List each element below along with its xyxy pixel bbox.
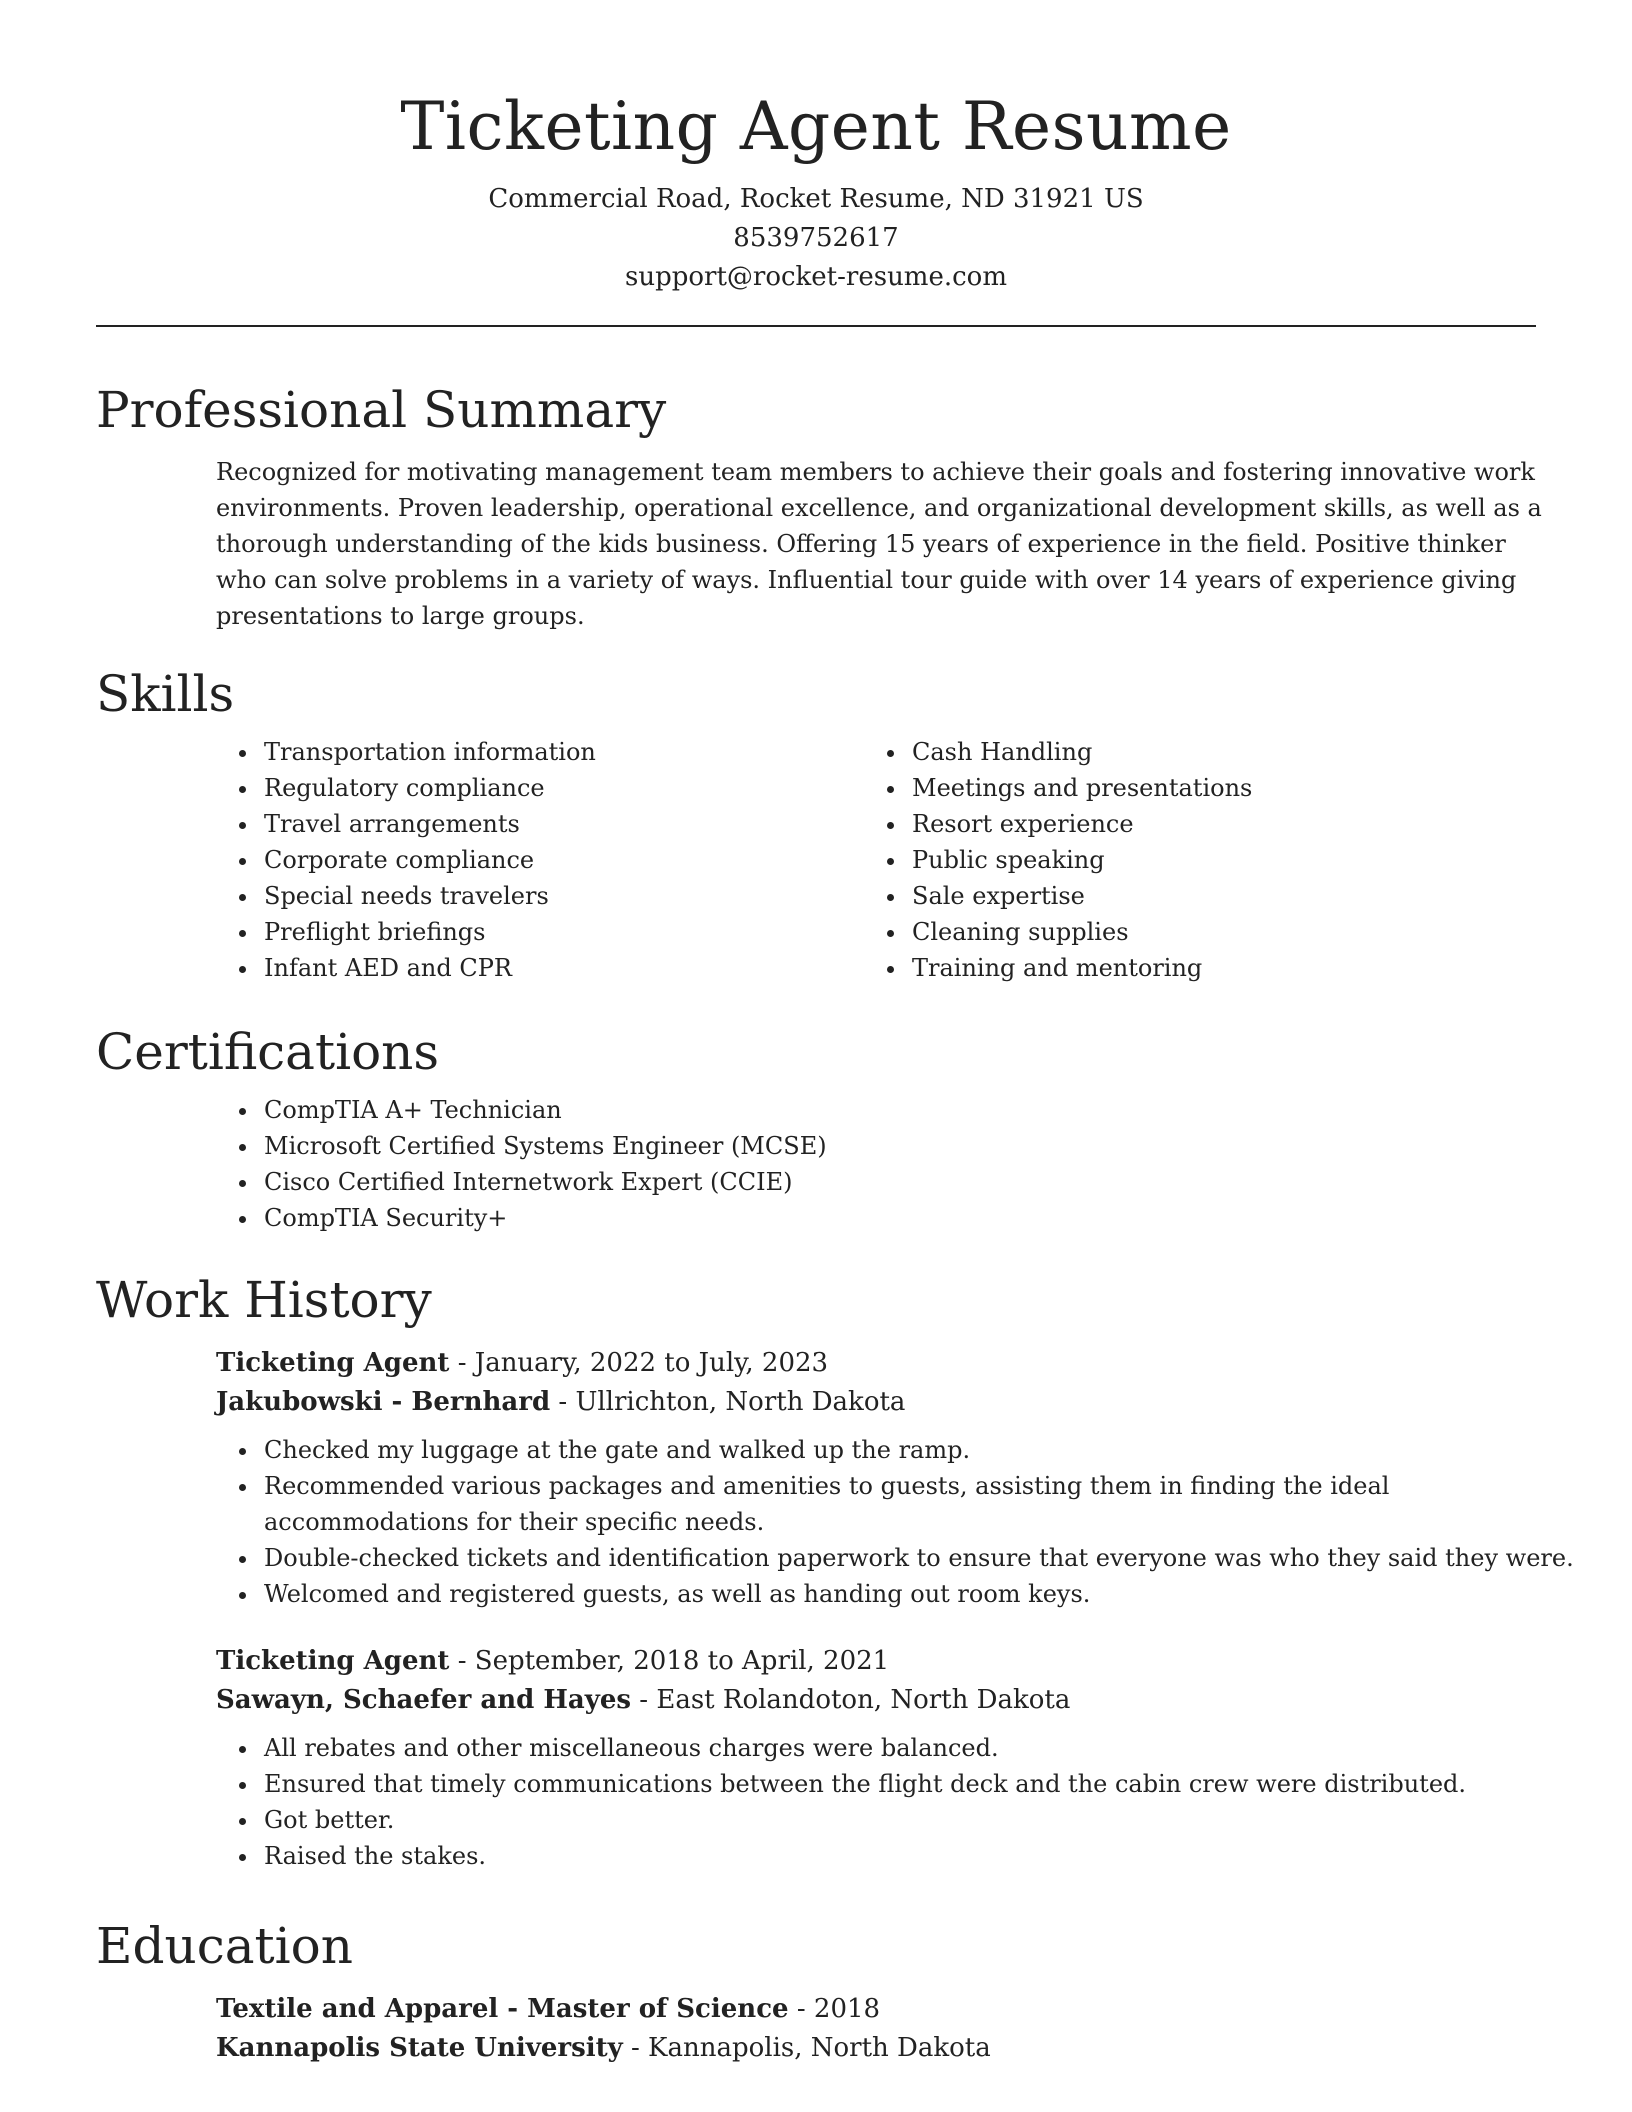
skill-item: • Special needs travelers bbox=[260, 878, 746, 914]
job-entry bbox=[96, 1344, 1574, 1612]
education-school: Kannapolis State University bbox=[216, 2033, 623, 2063]
job-company: Jakubowski - Bernhard bbox=[216, 1387, 551, 1417]
job-bullet: • Recommended various packages and amenities to guests, assisting them in finding the ideal accommodations for their specific needs. bbox=[260, 1468, 1484, 1540]
job-role: Ticketing Agent bbox=[216, 1646, 450, 1676]
education-entry bbox=[96, 1990, 1536, 2068]
education-section bbox=[96, 1914, 1536, 2068]
job-title-line bbox=[216, 1344, 1536, 1383]
job-bullet: • Raised the stakes. bbox=[260, 1838, 1536, 1874]
skills-grid bbox=[96, 734, 1536, 986]
job-role: Ticketing Agent bbox=[216, 1348, 450, 1378]
resume-header bbox=[96, 0, 1536, 327]
contact-address: Commercial Road, Rocket Resume, ND 31921 US bbox=[488, 184, 1144, 214]
summary-heading: Professional Summary bbox=[96, 381, 667, 439]
job-company: Sawayn, Schaefer and Hayes bbox=[216, 1685, 632, 1715]
contact-block bbox=[96, 180, 1536, 297]
skills-heading: Skills bbox=[96, 665, 235, 723]
summary-section bbox=[96, 378, 1542, 634]
certification-item: • CompTIA Security+ bbox=[260, 1200, 1536, 1236]
job-bullet: • Got better. bbox=[260, 1802, 1536, 1838]
certifications-heading: Certifications bbox=[96, 1023, 440, 1081]
certification-item: • Cisco Certified Internetwork Expert (CCIE) bbox=[260, 1164, 1536, 1200]
skills-column-left bbox=[96, 734, 746, 986]
education-heading: Education bbox=[96, 1917, 353, 1975]
job-title-line bbox=[216, 1642, 1536, 1681]
skill-item: • Infant AED and CPR bbox=[260, 950, 746, 986]
education-degree-line bbox=[216, 1990, 1536, 2029]
skills-column-right bbox=[746, 734, 1396, 986]
skills-list-right bbox=[746, 734, 1396, 986]
job-entry bbox=[96, 1642, 1536, 1874]
job-company-line bbox=[216, 1681, 1536, 1720]
job-bullets bbox=[96, 1730, 1536, 1874]
skill-item: • Cash Handling bbox=[908, 734, 1396, 770]
job-dates: - September, 2018 to April, 2021 bbox=[449, 1646, 890, 1676]
skill-item: • Travel arrangements bbox=[260, 806, 746, 842]
skill-item: • Transportation information bbox=[260, 734, 746, 770]
skill-item: • Regulatory compliance bbox=[260, 770, 746, 806]
job-bullet: • Checked my luggage at the gate and walked up the ramp. bbox=[260, 1432, 1536, 1468]
work-history-heading: Work History bbox=[96, 1271, 432, 1329]
education-school-line bbox=[216, 2029, 1536, 2068]
job-location: - East Rolandoton, North Dakota bbox=[631, 1685, 1071, 1715]
skill-item: • Preflight briefings bbox=[260, 914, 746, 950]
job-bullet: • All rebates and other miscellaneous charges were balanced. bbox=[260, 1730, 1536, 1766]
summary-text: Recognized for motivating management team members to achieve their goals and fostering innovative work environments. Proven leadership, operational excellence, and organizational development skills, as well as a thorough understanding of the kids business. Offering 15 years of experience in the field. Positive thinker who can solve problems in a variety of ways. Influential tour guide with over 14 years of experience giving presentations to large groups. bbox=[216, 458, 1542, 630]
contact-email: support@rocket-resume.com bbox=[624, 262, 1007, 292]
resume-title: Ticketing Agent Resume bbox=[400, 88, 1232, 165]
education-location: - Kannapolis, North Dakota bbox=[622, 2033, 991, 2063]
skills-list-left bbox=[96, 734, 746, 986]
education-year: - 2018 bbox=[788, 1994, 881, 2024]
certification-item: • Microsoft Certified Systems Engineer (MCSE) bbox=[260, 1128, 1536, 1164]
job-bullet: • Ensured that timely communications between the flight deck and the cabin crew were distributed. bbox=[260, 1766, 1536, 1802]
job-bullet: • Double-checked tickets and identification paperwork to ensure that everyone was who they said they were. bbox=[260, 1540, 1536, 1576]
job-dates: - January, 2022 to July, 2023 bbox=[449, 1348, 829, 1378]
contact-phone: 8539752617 bbox=[733, 223, 899, 253]
certification-item: • CompTIA A+ Technician bbox=[260, 1092, 1536, 1128]
skill-item: • Meetings and presentations bbox=[908, 770, 1396, 806]
skill-item: • Resort experience bbox=[908, 806, 1396, 842]
skills-section bbox=[96, 662, 1536, 986]
work-history-section bbox=[96, 1268, 1574, 1874]
certifications-list bbox=[96, 1092, 1536, 1236]
certifications-section bbox=[96, 1020, 1536, 1236]
skill-item: • Public speaking bbox=[908, 842, 1396, 878]
job-location: - Ullrichton, North Dakota bbox=[550, 1387, 906, 1417]
skill-item: • Corporate compliance bbox=[260, 842, 746, 878]
job-bullet: • Welcomed and registered guests, as well as handing out room keys. bbox=[260, 1576, 1536, 1612]
education-degree: Textile and Apparel - Master of Science bbox=[216, 1994, 789, 2024]
skill-item: • Training and mentoring bbox=[908, 950, 1396, 986]
header-divider bbox=[96, 325, 1536, 327]
job-company-line bbox=[216, 1383, 1536, 1422]
resume-page bbox=[96, 0, 1574, 2063]
skill-item: • Sale expertise bbox=[908, 878, 1396, 914]
job-bullets bbox=[96, 1432, 1574, 1612]
skill-item: • Cleaning supplies bbox=[908, 914, 1396, 950]
